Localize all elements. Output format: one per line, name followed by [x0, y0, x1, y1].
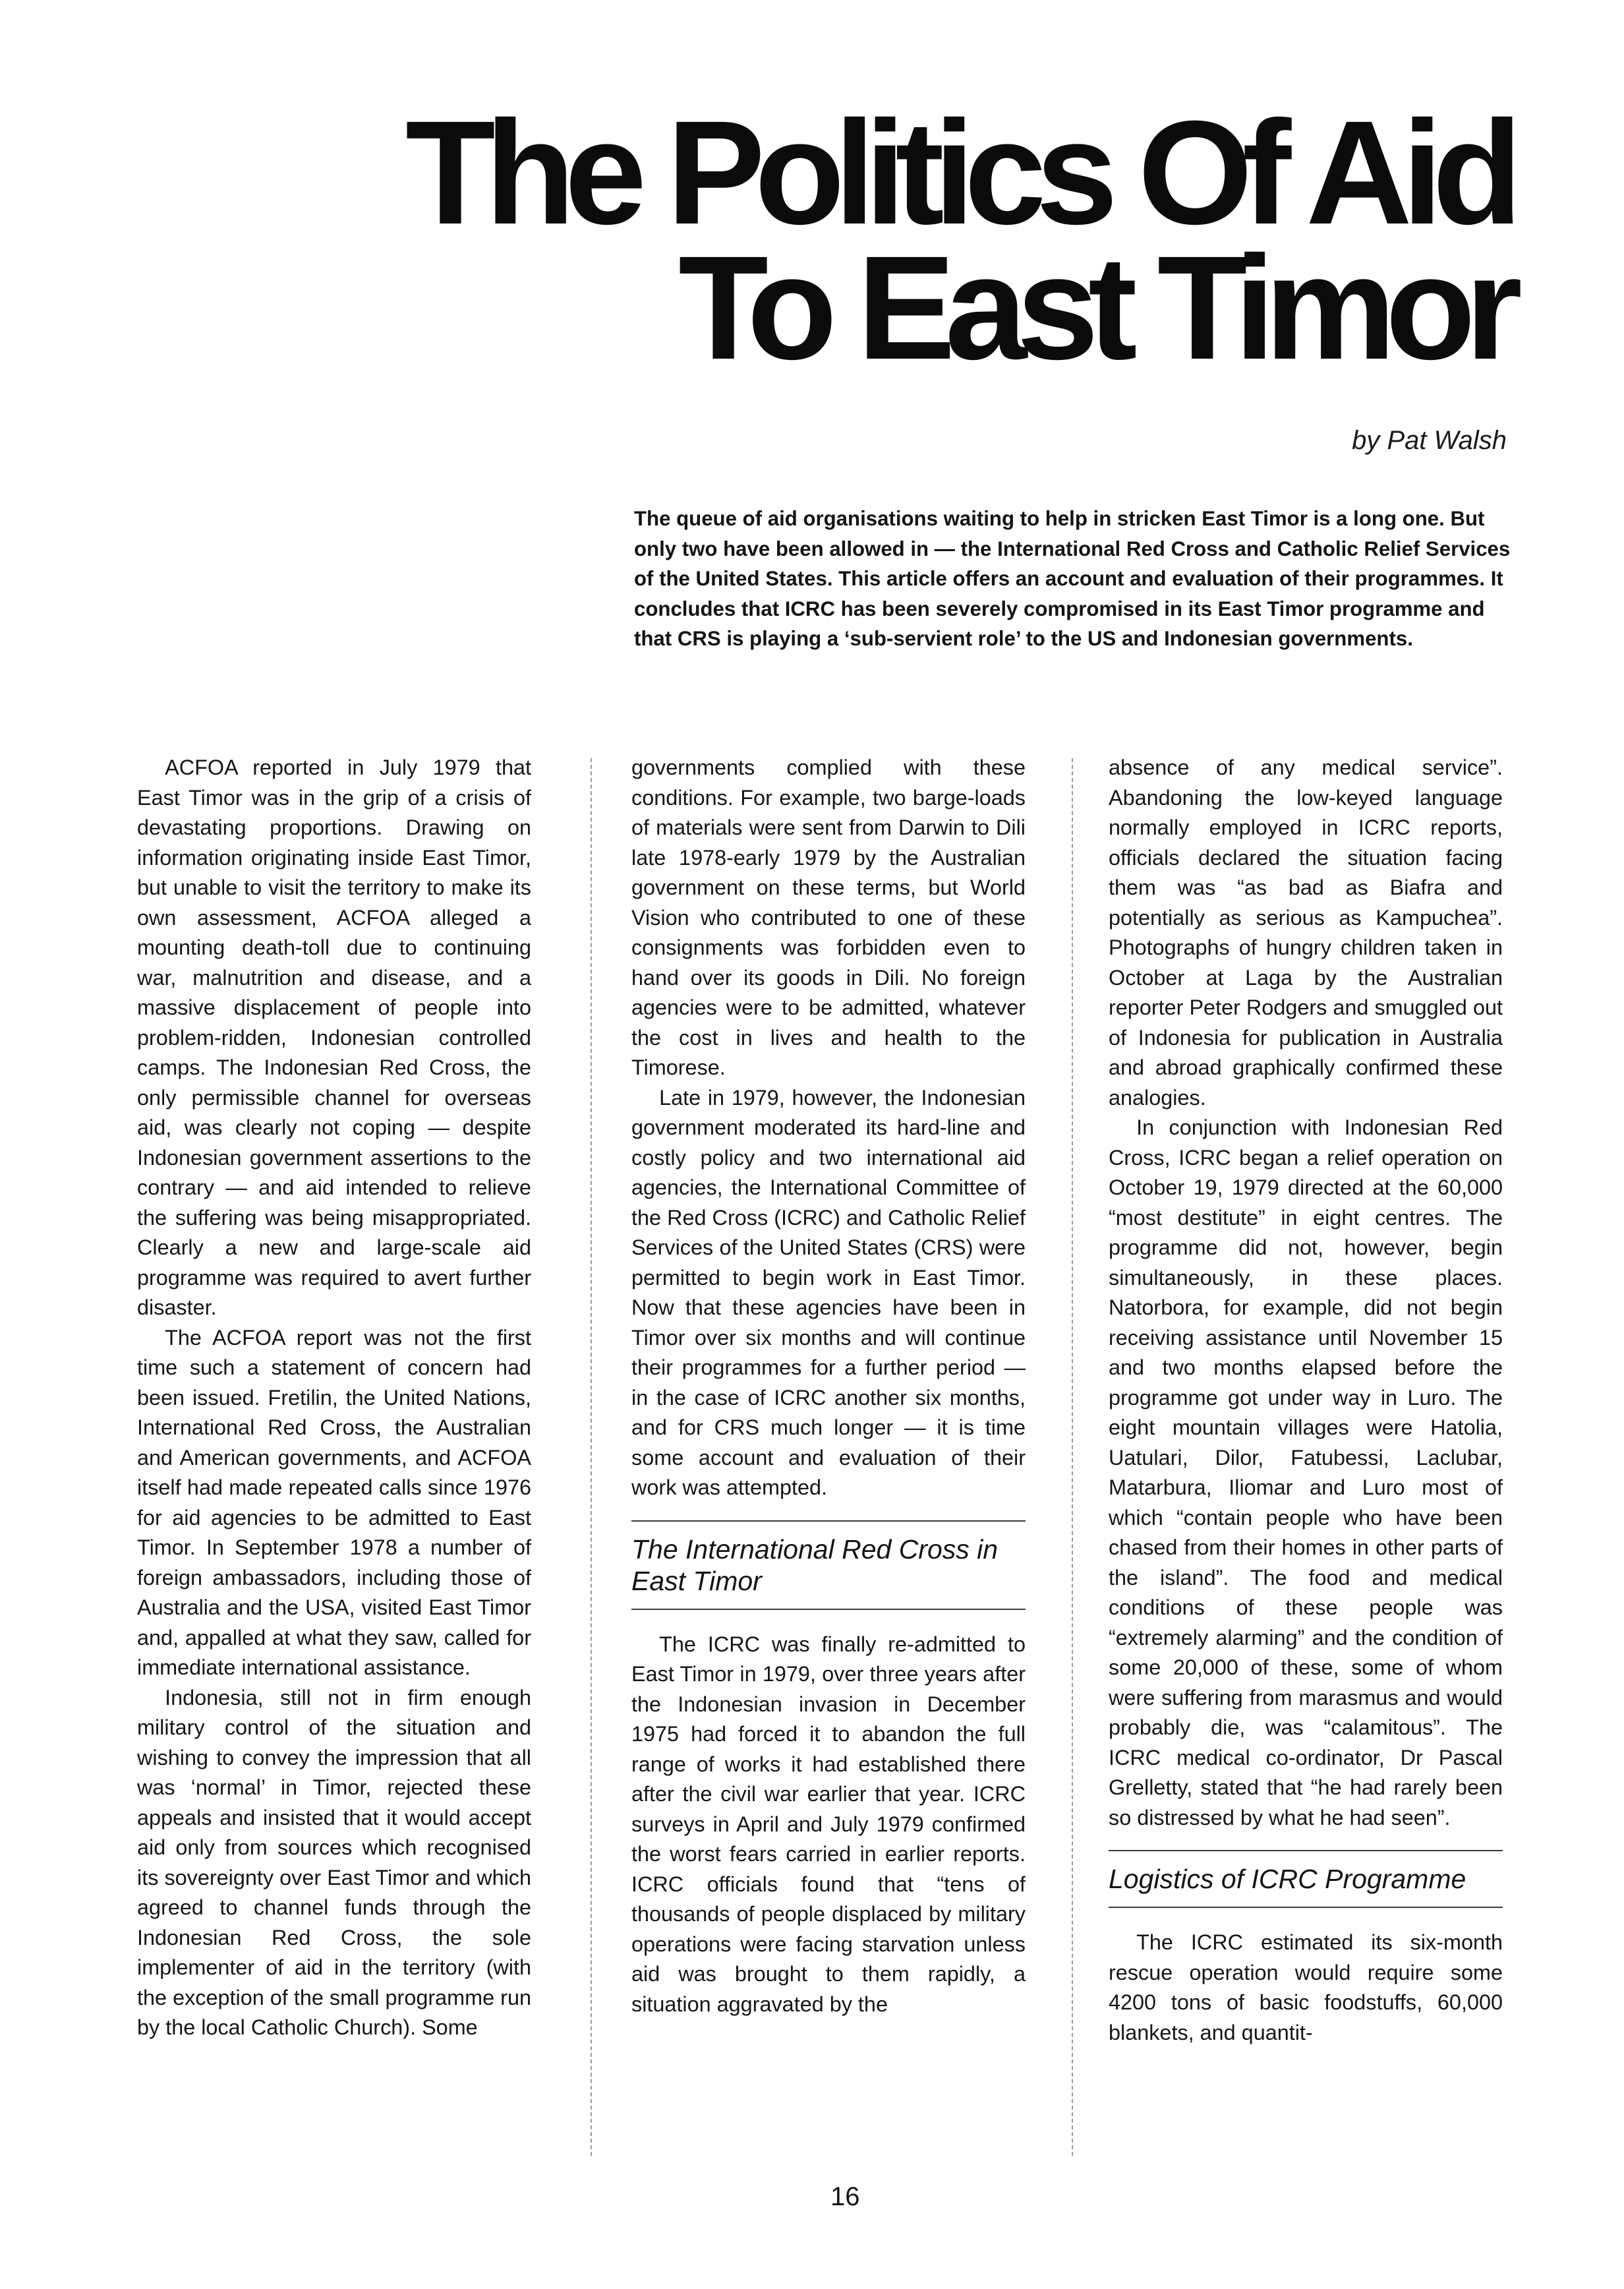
section-rule	[631, 1520, 1026, 1522]
column-divider	[1072, 758, 1073, 2156]
paragraph: Late in 1979, however, the Indonesian government moderated its hard-line and costly policy and two international aid agencies, the International Committee of the Red Cross (ICRC) and Catholic Relief Services of the United States (CRS) were permitted to begin work in East Timor. Now that these agencies have been in Timor over six months and will continue their programmes for a further period — in the case of ICRC another six months, and for CRS much longer — it is time some account and evaluation of their work was attempted.	[631, 1085, 1026, 1499]
column-1	[137, 753, 531, 2043]
paragraph: ACFOA reported in July 1979 that East Timor was in the grip of a crisis of devastating proportions. Drawing on information originating inside East Timor, but unable to visit the territory to make its own assessment, ACFOA alleged a mounting death-toll due to continuing war, malnutrition and disease, and a massive displacement of people into problem-ridden, Indonesian controlled camps. The Indonesian Red Cross, the only permissible channel for overseas aid, was clearly not coping — despite Indonesian government assertions to the contrary — and aid intended to relieve the suffering was being misappropriated. Clearly a new and large-scale aid programme was required to avert further disaster.	[137, 756, 531, 1319]
paragraph: absence of any medical service”. Abandoning the low-keyed language normally employed in ICRC reports, officials declared the situation facing them was “as bad as Biafra and potentially as serious as Kampuchea”. Photographs of hungry children taken in October at Laga by the Australian reporter Peter Rodgers and smuggled out of Indonesia for publication in Australia and abroad graphically confirmed these analogies.	[1109, 756, 1503, 1110]
article-title-line-1: The Politics Of Aid	[405, 90, 1512, 255]
paragraph: Indonesia, still not in firm enough military control of the situation and wishing to convey the impression that all was ‘normal’ in Timor, rejected these appeals and insisted that it would accept aid only from sources which recognised its sovereignty over East Timor and which agreed to channel funds through the Indonesian Red Cross, the sole implementer of aid in the territory (with the exception of the small programme run by the local Catholic Church). Some	[137, 1685, 531, 2039]
section-heading: The International Red Cross in East Timor	[631, 1533, 999, 1596]
section-rule	[631, 1609, 1026, 1610]
paragraph: The ACFOA report was not the first time such a statement of concern had been issued. Fretilin, the United Nations, International Red Cross, the Australian and American governments, and ACFOA itself had made repeated calls since 1976 for aid agencies to be admitted to East Timor. In September 1978 a number of foreign ambassadors, including those of Australia and the USA, visited East Timor and, appalled at what they saw, called for immediate international assistance.	[137, 1325, 531, 1679]
byline: by Pat Walsh	[1352, 426, 1507, 455]
page-number: 16	[830, 2182, 860, 2211]
article-title-line-2: To East Timor	[678, 225, 1512, 390]
section-rule	[1109, 1907, 1503, 1908]
paragraph: The ICRC estimated its six-month rescue operation would require some 4200 tons of basic foodstuffs, 60,000 blankets, and quantit-	[1109, 1930, 1503, 2044]
standfirst: The queue of aid organisations waiting to help in stricken East Timor is a long one. But only two have been allowed in — the International Red Cross and Catholic Relief Services of the United States. This article offers an account and evaluation of their programmes. It concludes that ICRC has been severely compromised in its East Timor programme and that CRS is playing a ‘sub-servient role’ to the US and Indonesian governments.	[634, 507, 1511, 650]
section-rule	[1109, 1850, 1503, 1851]
column-divider	[591, 758, 592, 2156]
paragraph: governments complied with these conditions. For example, two barge-loads of materials were sent from Darwin to Dili late 1978-early 1979 by the Australian government on these terms, but World Vision who contributed to one of these consignments was forbidden even to hand over its goods in Dili. No foreign agencies were to be admitted, whatever the cost in lives and health to the Timorese.	[631, 756, 1026, 1079]
paragraph: In conjunction with Indonesian Red Cross, ICRC began a relief operation on October 19, 1979 directed at the 60,000 “most destitute” in eight centres. The programme did not, however, begin simultaneously, in these places. Natorbora, for example, did not begin receiving assistance until November 15 and two months elapsed before the programme got under way in Luro. The eight mountain villages were Hatolia, Uatulari, Dilor, Fatubessi, Laclubar, Matarbura, Iliomar and Luro most of which “contain people who have been chased from their homes in other parts of the island”. The food and medical conditions of these people was “extremely alarming” and the condition of some 20,000 of these, some of whom were suffering from marasmus and would probably die, was “calamitous”. The ICRC medical co-ordinator, Dr Pascal Grelletty, stated that “he had rarely been so distressed by what he had seen”.	[1109, 1115, 1503, 1829]
paragraph: The ICRC was finally re-admitted to East Timor in 1979, over three years after the Indonesian invasion in December 1975 had forced it to abandon the full range of works it had established there after the civil war earlier that year. ICRC surveys in April and July 1979 confirmed the worst fears carried in earlier reports. ICRC officials found that “tens of thousands of people displaced by military operations were facing starvation unless aid was brought to them rapidly, a situation aggravated by the	[631, 1632, 1026, 2016]
section-heading: Logistics of ICRC Programme	[1109, 1864, 1466, 1894]
column-2	[631, 753, 1026, 2019]
column-3	[1109, 753, 1503, 2048]
